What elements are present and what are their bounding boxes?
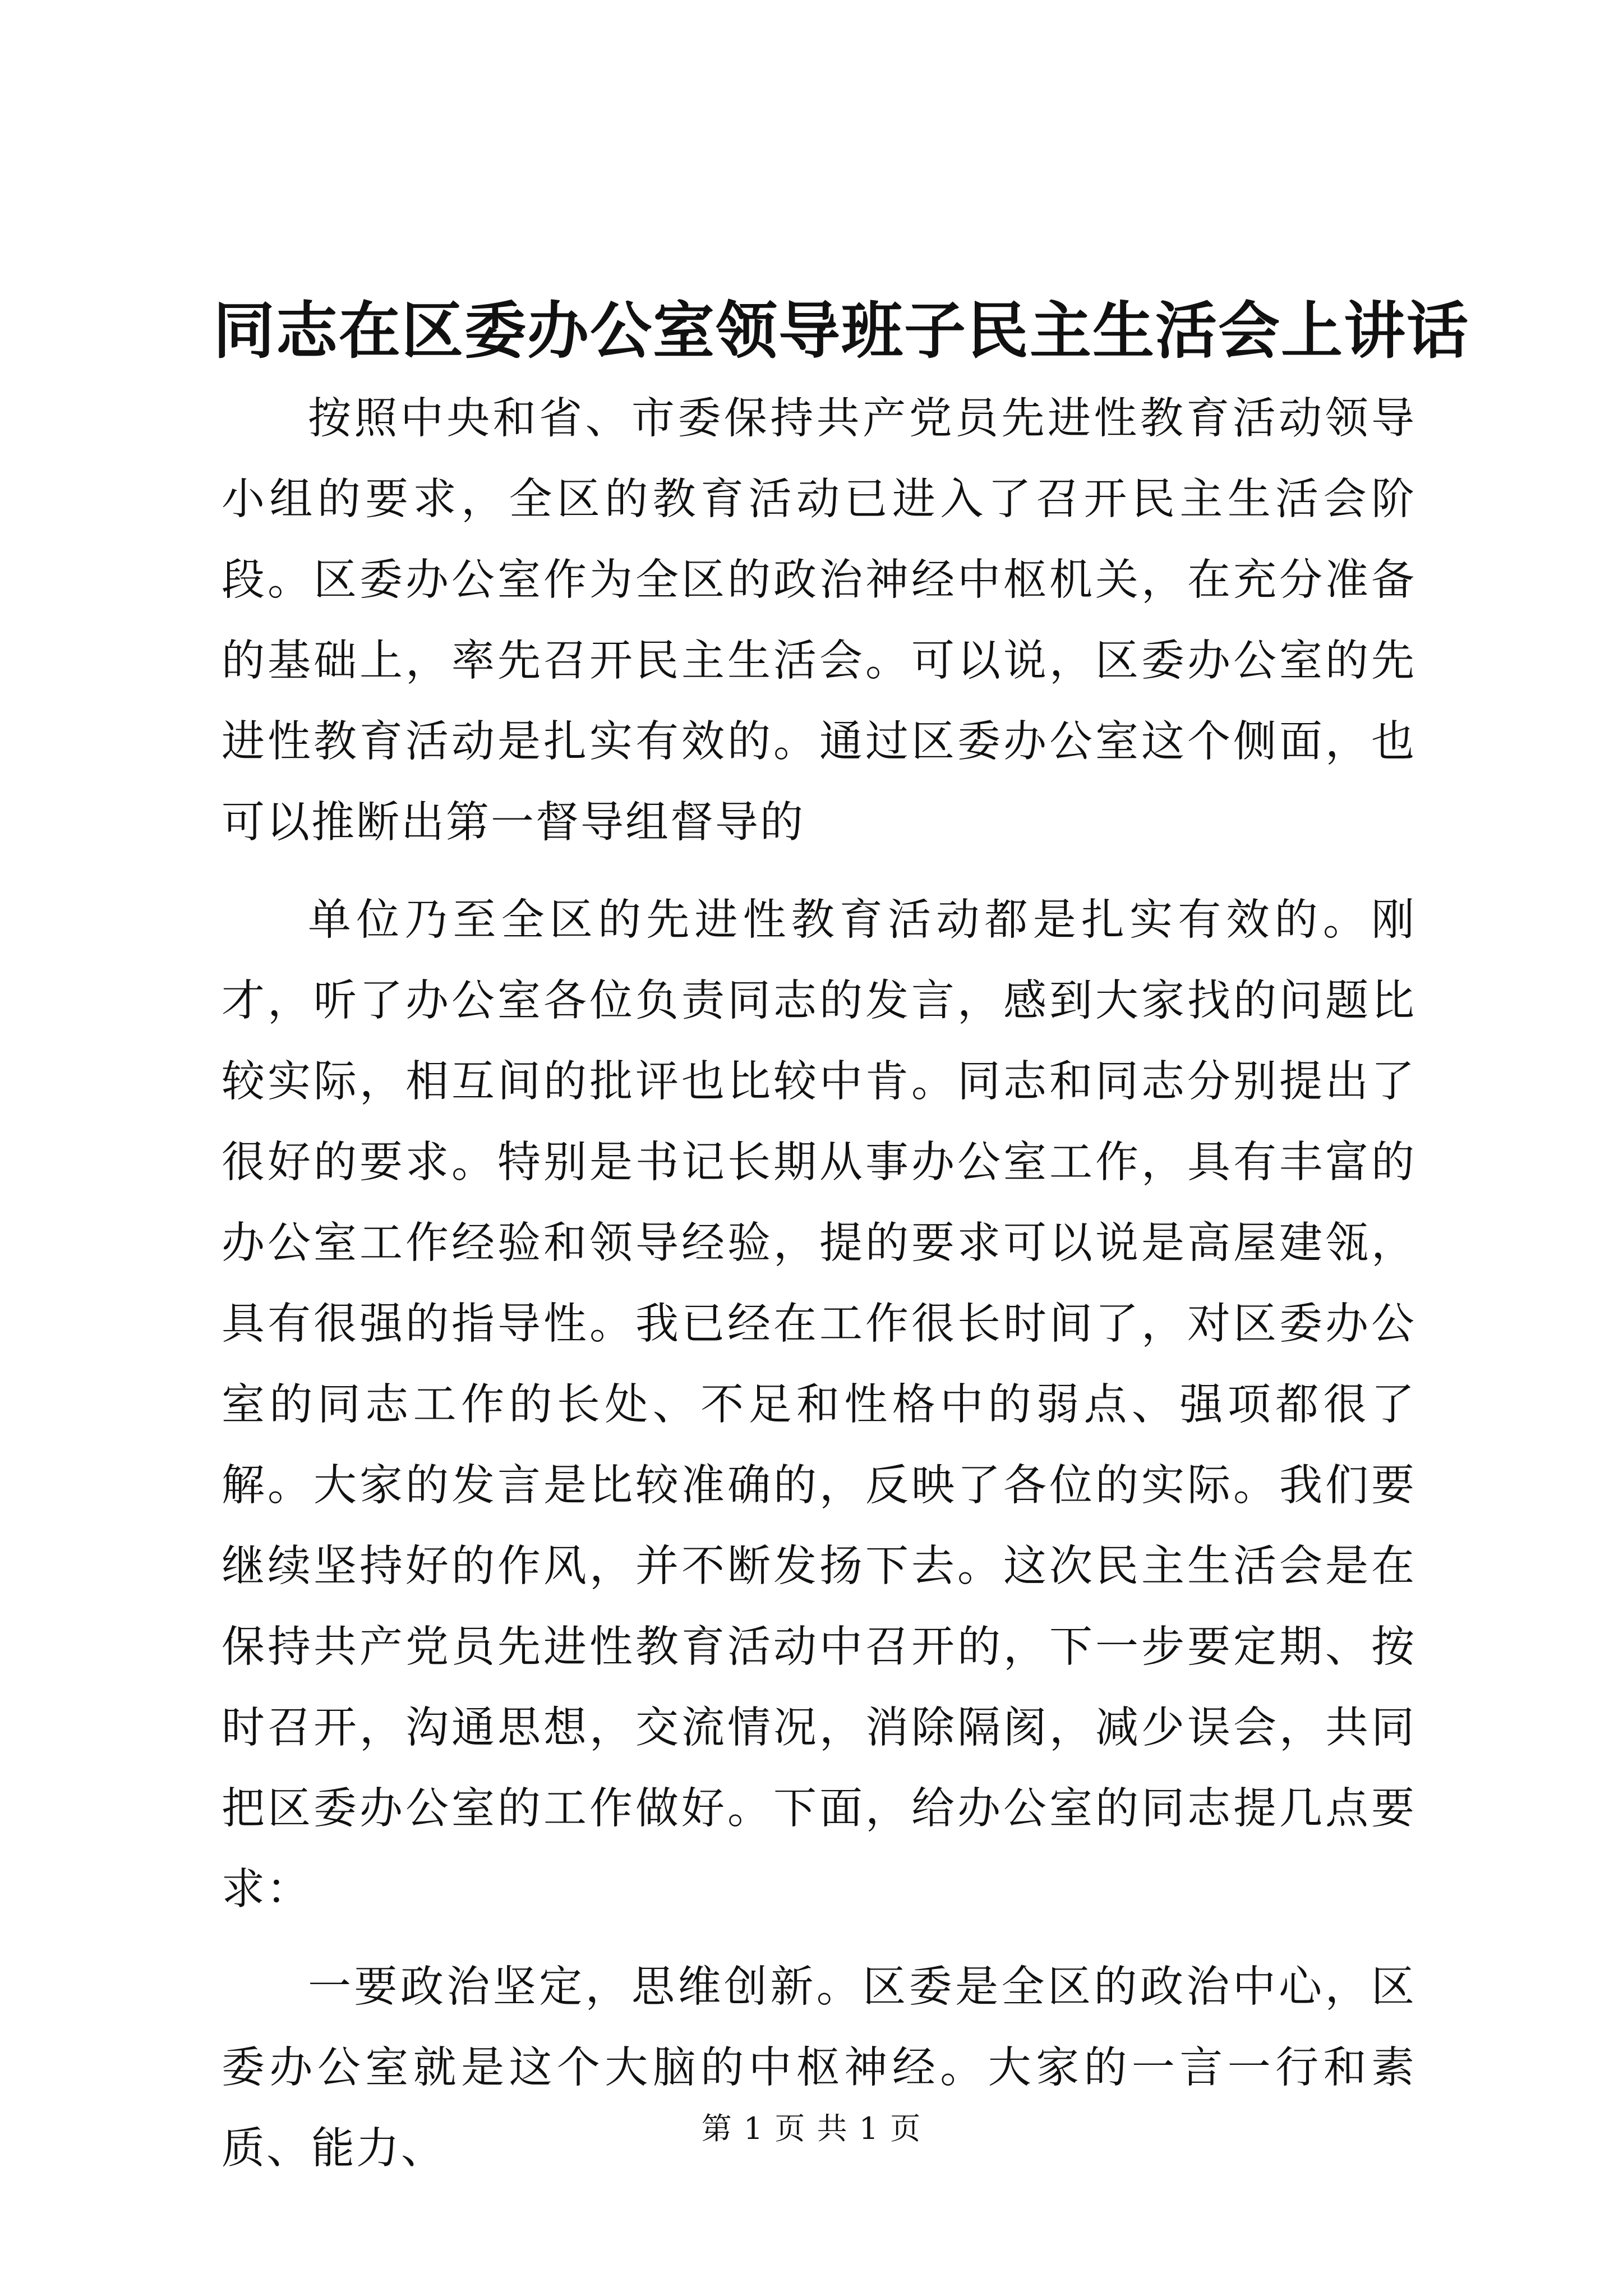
paragraph-2: 单位乃至全区的先进性教育活动都是扎实有效的。刚才，听了办公室各位负责同志的发言，感到大家找的问题比较实际，相互间的批评也比较中肯。同志和同志分别提出了很好的要求。特别是书记长期从事办公室工作，具有丰富的办公室工作经验和领导经验，提的要求可以说是高屋建瓴，具有很强的指导性。我已经在工作很长时间了，对区委办公室的同志工作的长处、不足和性格中的弱点、强项都很了解。大家的发言是比较准确的，反映了各位的实际。我们要继续坚持好的作风，并不断发扬下去。这次民主生活会是在保持共产党员先进性教育活动中召开的，下一步要定期、按时召开，沟通思想，交流情况，消除隔阂，减少误会，共同把区委办公室的工作做好。下面，给办公室的同志提几点要求： [222,895,1416,1915]
document-title: 同志在区委办公室领导班子民主生活会上讲话 [213,295,1469,367]
paragraph-1: 按照中央和省、市委保持共产党员先进性教育活动领导小组的要求，全区的教育活动已进入了召开民主生活会阶段。区委办公室作为全区的政治神经中枢机关，在充分准备的基础上，率先召开民主生活会。可以说，区委办公室的先进性教育活动是扎实有效的。通过区委办公室这个侧面，也可以推断出第一督导组督导的 [222,394,1416,848]
page-number-footer: 第 1 页 共 1 页 [701,2111,922,2146]
paragraph-3: 一要政治坚定，思维创新。区委是全区的政治中心，区委办公室就是这个大脑的中枢神经。大家的一言一行和素质、能力、 [222,1962,1416,2174]
document-body [222,379,1416,2206]
